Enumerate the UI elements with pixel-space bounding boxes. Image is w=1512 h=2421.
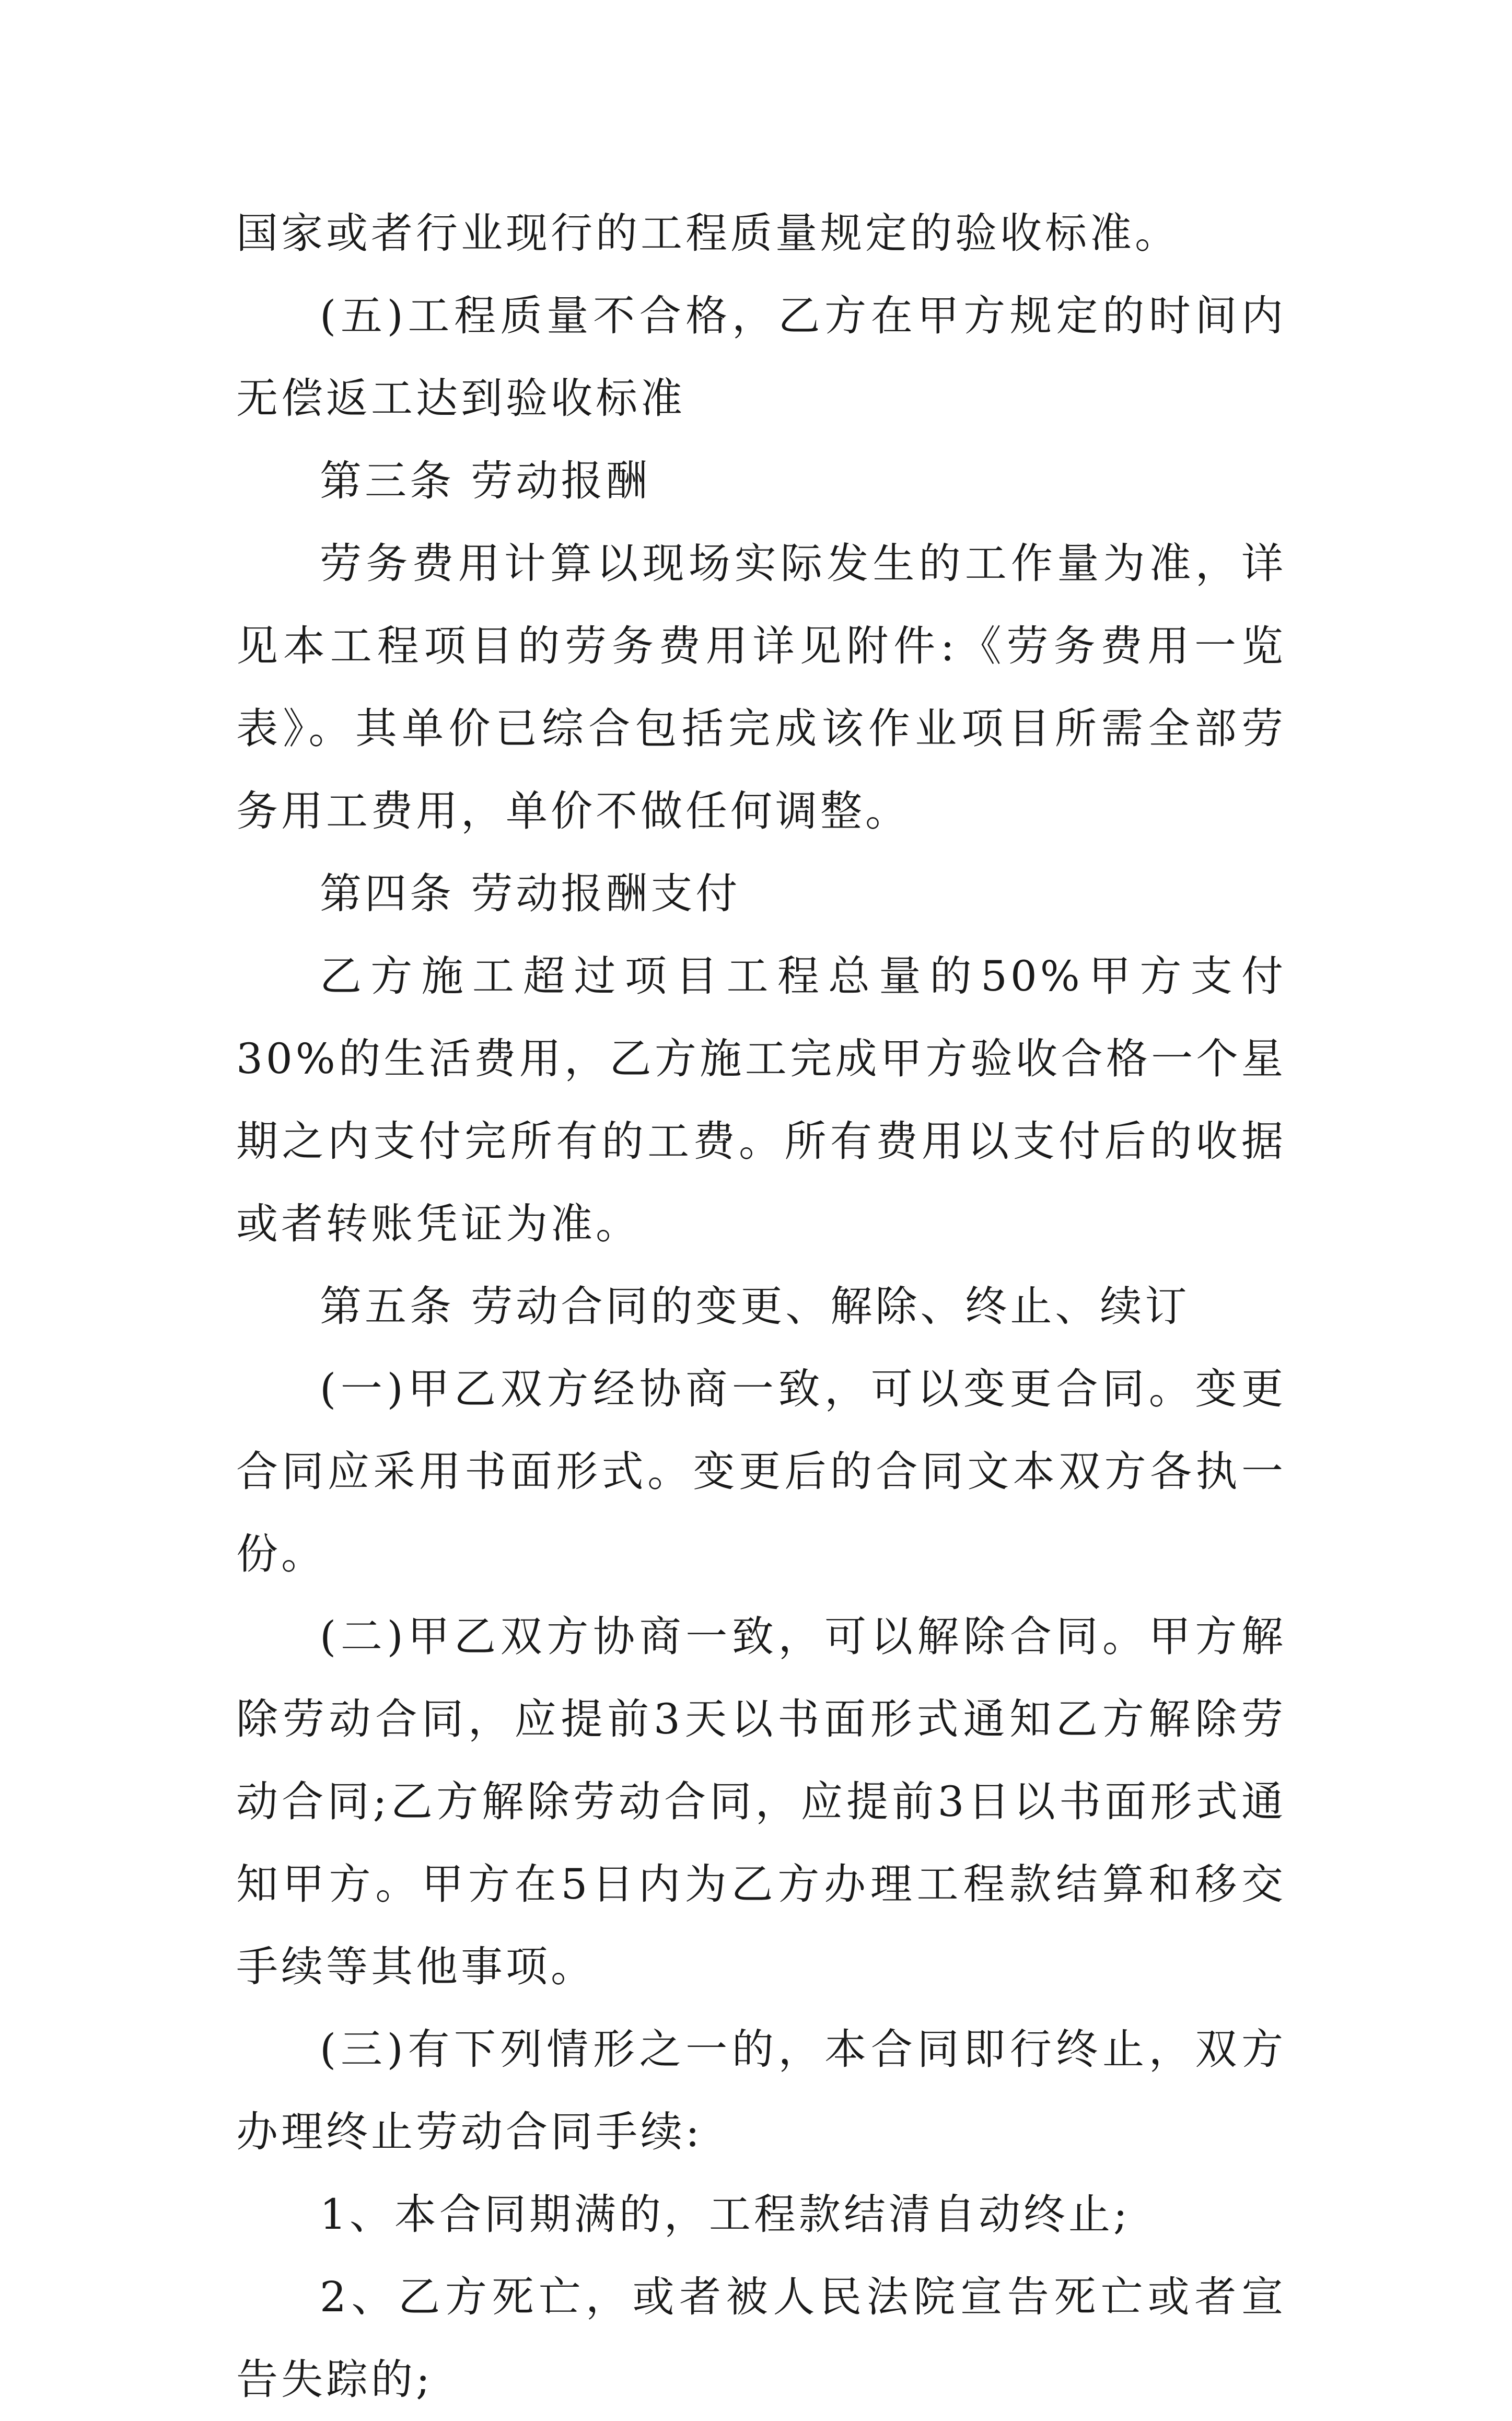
heading-article-five: 第五条 劳动合同的变更、解除、终止、续订	[320, 1282, 1190, 1331]
paragraph-labor-fee-calculation: 劳务费用计算以现场实际发生的工作量为准，详见本工程项目的劳务费用详见附件:《劳务费用一览表》。其单价已综合包括完成该作业项目所需全部劳务用工费用，单价不做任何调整。	[236, 539, 1286, 835]
list-item-contract-expiry: 1、本合同期满的，工程款结清自动终止;	[320, 2190, 1131, 2239]
paragraph-clause-five-rework: (五)工程质量不合格，乙方在甲方规定的时间内无偿返工达到验收标准	[236, 292, 1286, 423]
paragraph-contract-change: (一)甲乙双方经协商一致，可以变更合同。变更合同应采用书面形式。变更后的合同文本双方各执一份。	[236, 1365, 1286, 1578]
paragraph-payment-terms: 乙方施工超过项目工程总量的50%甲方支付30%的生活费用，乙方施工完成甲方验收合格一个星期之内支付完所有的工费。所有费用以支付后的收据或者转账凭证为准。	[236, 952, 1286, 1248]
paragraph-quality-standard-end: 国家或者行业现行的工程质量规定的验收标准。	[236, 209, 1180, 258]
paragraph-contract-end-conditions: (三)有下列情形之一的，本合同即行终止，双方办理终止劳动合同手续:	[236, 2025, 1286, 2156]
list-item-party-b-death: 2、乙方死亡，或者被人民法院宣告死亡或者宣告失踪的;	[236, 2273, 1286, 2404]
paragraph-contract-termination: (二)甲乙双方协商一致，可以解除合同。甲方解除劳动合同，应提前3天以书面形式通知乙方解除劳动合同;乙方解除劳动合同，应提前3日以书面形式通知甲方。甲方在5日内为乙方办理工程款结算和移交手续等其他事项。	[236, 1612, 1286, 1991]
document-body	[236, 192, 1286, 2421]
heading-article-three: 第三条 劳动报酬	[320, 457, 651, 505]
heading-article-four: 第四条 劳动报酬支付	[320, 869, 741, 918]
